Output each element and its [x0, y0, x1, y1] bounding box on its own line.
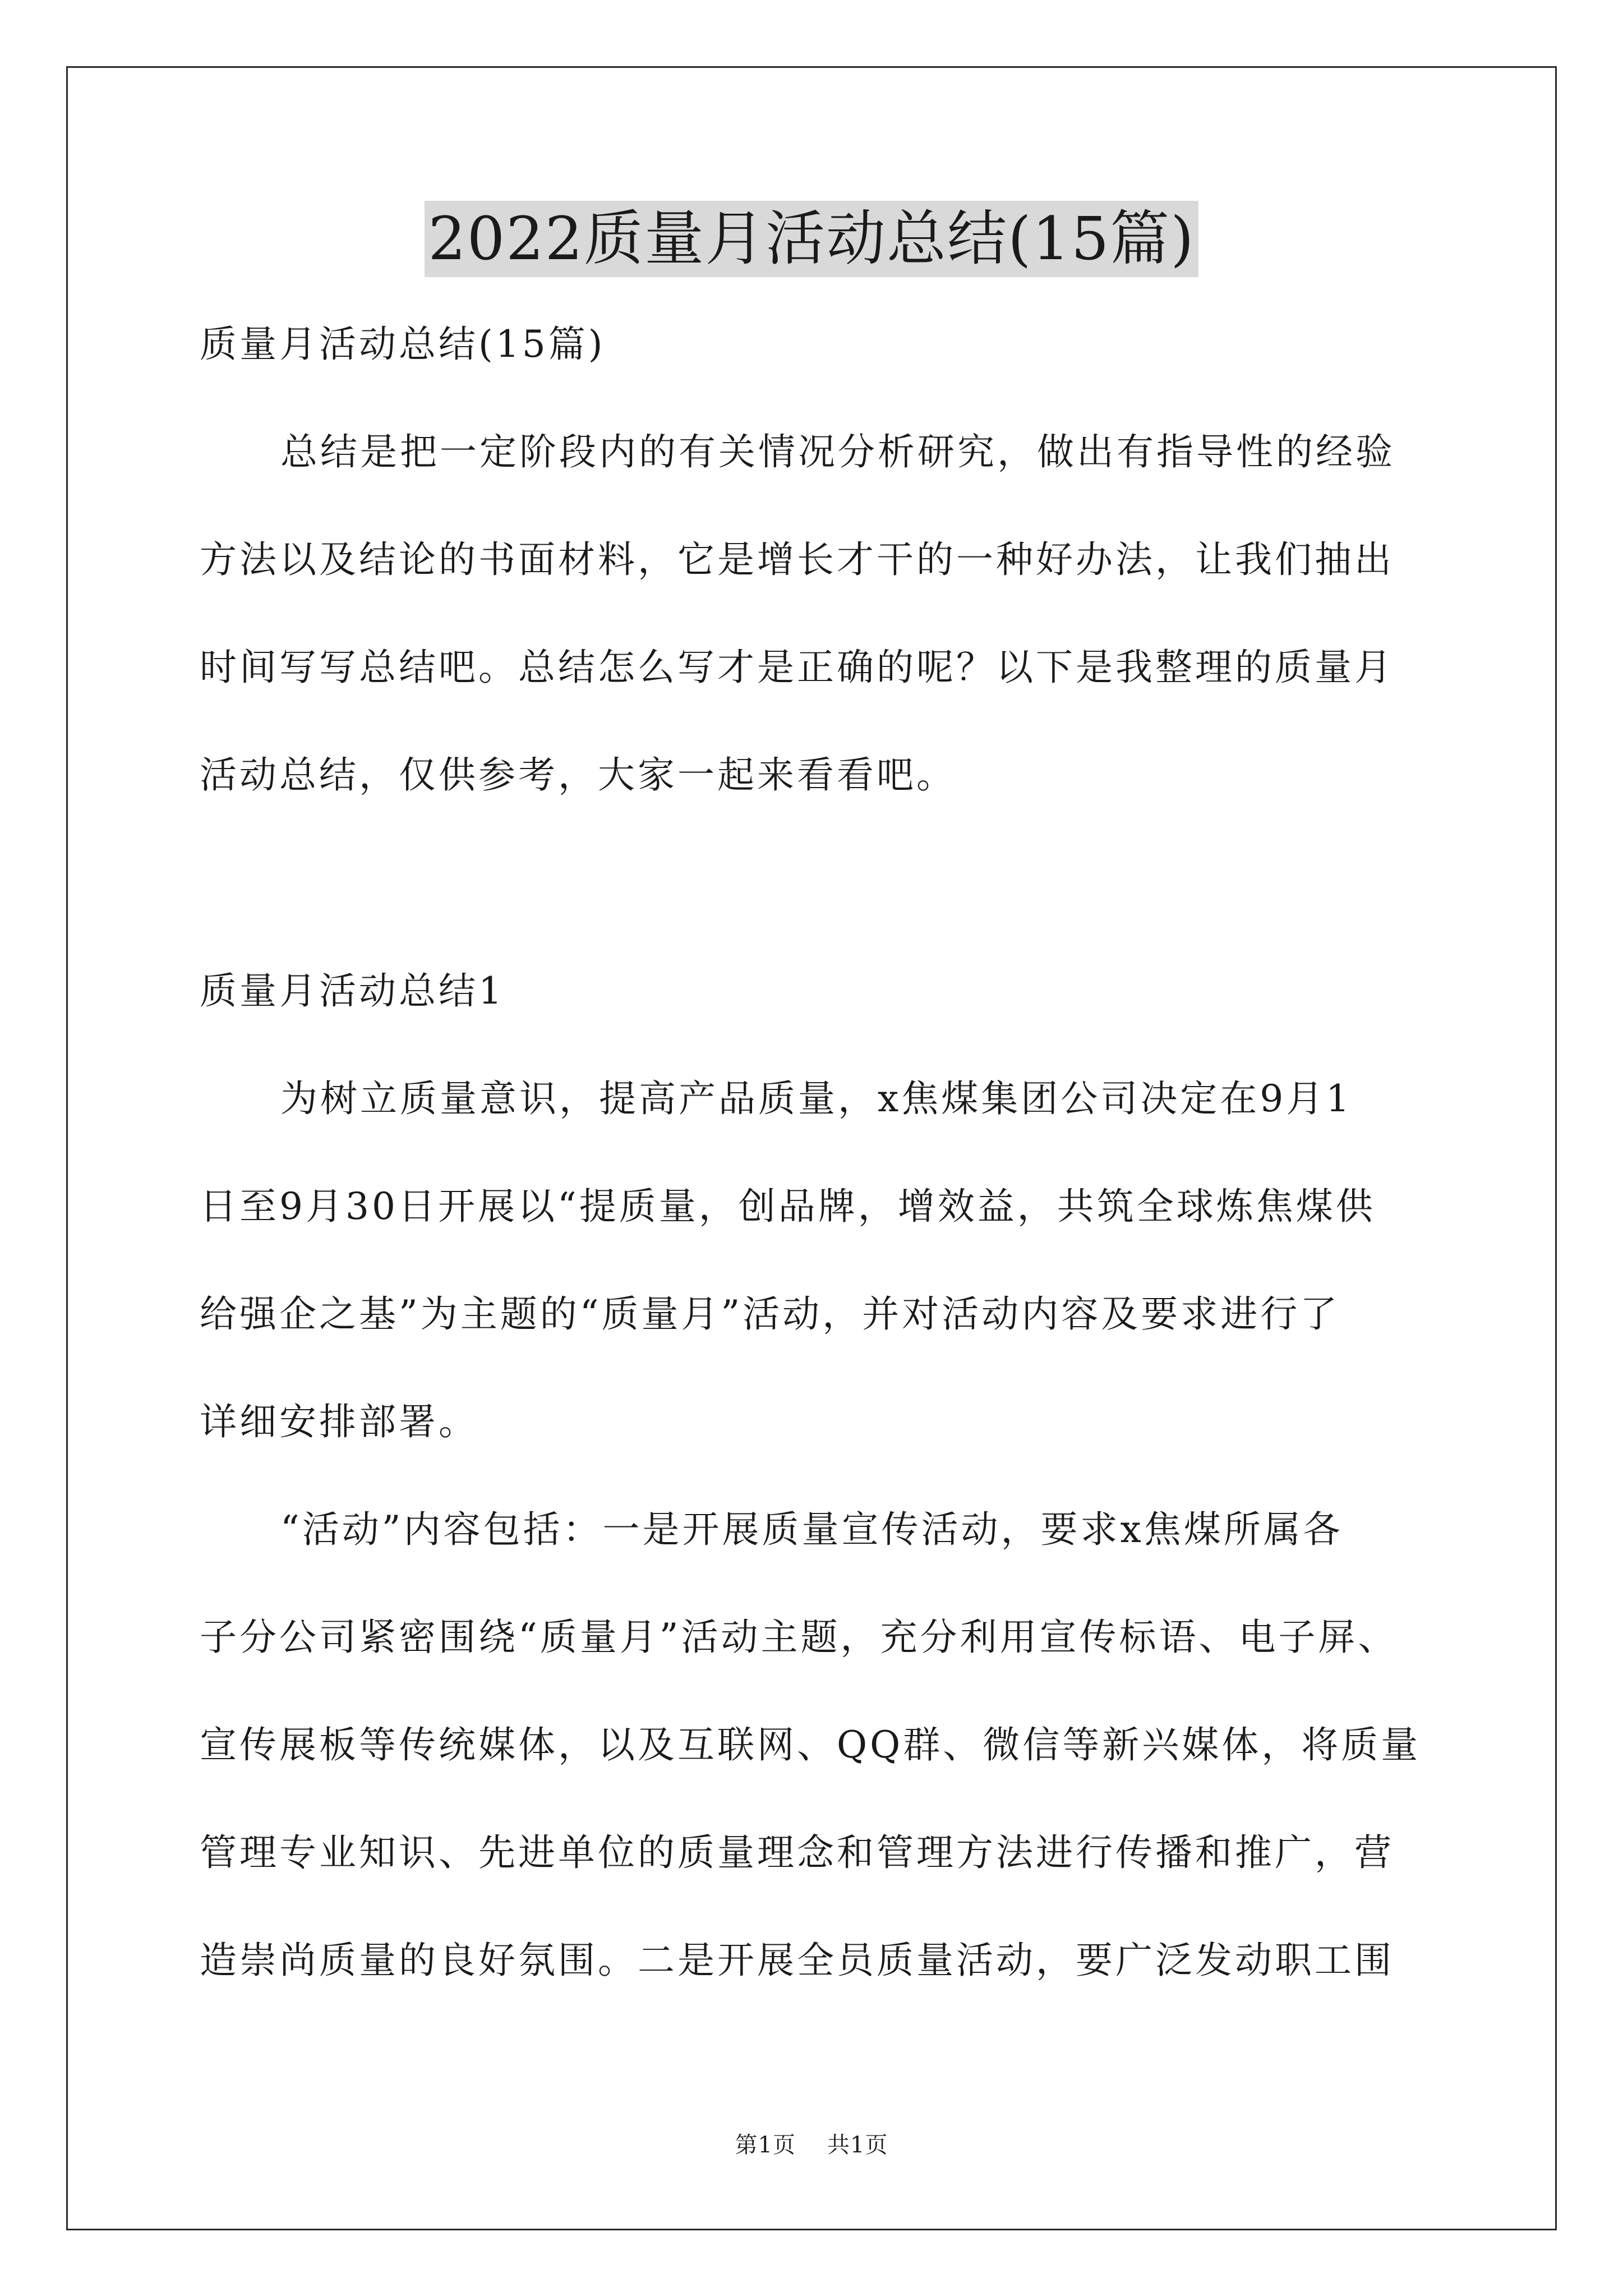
page-total: 共1页	[827, 2132, 888, 2158]
paragraph-line: 子分公司紧密围绕“质量月”活动主题，充分利用宣传标语、电子屏、	[200, 1616, 1398, 1659]
paragraph-line: “活动”内容包括：一是开展质量宣传活动，要求x焦煤所属各	[280, 1508, 1343, 1551]
intro-line: 总结是把一定阶段内的有关情况分析研究，做出有指导性的经验	[280, 430, 1395, 473]
document-title-container	[0, 201, 1623, 277]
intro-line: 活动总结，仅供参考，大家一起来看看吧。	[200, 753, 956, 797]
page-border	[66, 66, 1557, 2230]
page-footer	[0, 2127, 1623, 2159]
paragraph-line: 管理专业知识、先进单位的质量理念和管理方法进行传播和推广，营	[200, 1831, 1394, 1874]
paragraph-line: 造崇尚质量的良好氛围。二是开展全员质量活动，要广泛发动职工围	[200, 1939, 1394, 1982]
document-subtitle: 质量月活动总结(15篇)	[200, 323, 606, 366]
paragraph-line: 日至9月30日开展以“提质量，创品牌，增效益，共筑全球炼焦煤供	[200, 1185, 1376, 1228]
intro-line: 方法以及结论的书面材料，它是增长才干的一种好办法，让我们抽出	[200, 538, 1394, 581]
paragraph-line: 给强企之基”为主题的“质量月”活动，并对活动内容及要求进行了	[200, 1292, 1340, 1336]
paragraph-line: 详细安排部署。	[200, 1400, 478, 1443]
paragraph-line: 宣传展板等传统媒体，以及互联网、QQ群、微信等新兴媒体，将质量	[200, 1723, 1421, 1766]
intro-line: 时间写写总结吧。总结怎么写才是正确的呢？以下是我整理的质量月	[200, 646, 1394, 689]
section-heading: 质量月活动总结1	[200, 969, 505, 1013]
paragraph-line: 为树立质量意识，提高产品质量，x焦煤集团公司决定在9月1	[280, 1077, 1353, 1120]
document-title: 2022质量月活动总结(15篇)	[425, 201, 1198, 277]
page-number: 第1页	[735, 2132, 796, 2158]
